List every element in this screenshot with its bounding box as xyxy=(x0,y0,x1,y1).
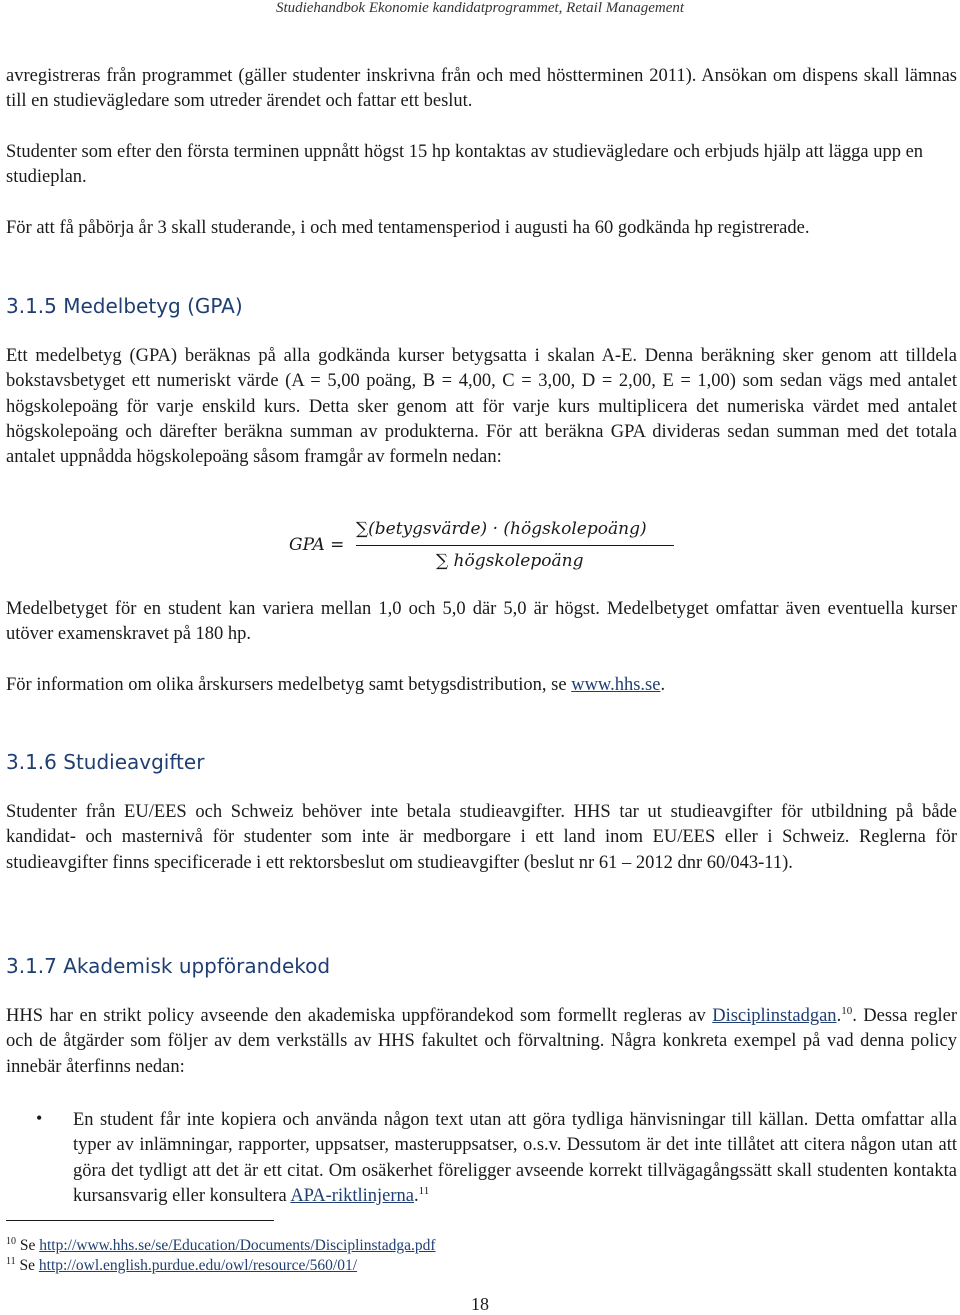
info-text: För information om olika årskursers medelbetyg samt betygsdistribution, se xyxy=(6,675,572,695)
paragraph-studieplan: Studenter som efter den första terminen uppnått högst 15 hp kontaktas av studievägledare och erbjuds hjälp att lägga upp en studieplan. xyxy=(6,142,924,188)
paragraph-year-3: För att få påbörja år 3 skall studerande, i och med tentamensperiod i augusti ha 60 godkända hp registrerade. xyxy=(6,218,810,238)
conduct-link-period: . xyxy=(836,1006,842,1026)
conduct-text: HHS har en strikt policy avseende den akademiska uppförandekod som formellt regleras av xyxy=(6,1006,713,1026)
paragraph-dispens: avregistreras från programmet (gäller studenter inskrivna från och med höstterminen 2011). Ansökan om dispens skall lämnas till en studievägledare som utreder ärendet och fattar ett beslut. xyxy=(6,66,957,112)
bullet-period: . xyxy=(413,1185,419,1206)
bullet-text: En student får inte kopiera och använda någon text utan att göra tydliga hänvisningar till källan. Detta omfattar alla typer av inlämningar, rapporter, uppsatser, masteruppsatser, o.s.v. Dessutom är det inte tillåtet att citera någon utan att göra det tydligt att det är ett citat. Om osäkerhet föreligger avseende korrekt tillvägagångssätt skall studenten kontakta kursansvarig eller konsultera xyxy=(73,1110,957,1206)
footnote-link-purdue-owl[interactable]: http://owl.english.purdue.edu/owl/resource/560/01/ xyxy=(38,1257,358,1274)
gpa-info-paragraph xyxy=(6,673,957,698)
conduct-paragraph xyxy=(6,1004,957,1080)
formula-fraction-bar xyxy=(356,545,674,546)
formula-lhs: GPA = xyxy=(289,535,345,555)
footnote-10 xyxy=(6,1236,436,1256)
disciplinstadgan-link[interactable]: Disciplinstadgan xyxy=(712,1006,837,1026)
footnote-ref-11[interactable]: 11 xyxy=(418,1184,430,1197)
running-header: Studiehandbok Ekonomie kandidatprogrammet, Retail Management xyxy=(275,0,685,16)
gpa-range-paragraph: Medelbetyget för en student kan variera mellan 1,0 och 5,0 där 5,0 är högst. Medelbetyget omfattar även eventuella kurser utöver examenskravet på 180 hp. xyxy=(6,599,957,645)
footnote-number: 10 xyxy=(6,1235,16,1247)
info-suffix: . xyxy=(660,675,666,695)
footnote-number: 11 xyxy=(6,1255,16,1267)
bullet-list-item xyxy=(73,1108,957,1209)
formula-numerator: ∑(betygsvärde) · (högskolepoäng) xyxy=(356,519,647,539)
footnote-separator xyxy=(6,1220,274,1221)
footnote-prefix: Se xyxy=(15,1257,39,1274)
hhs-link[interactable]: www.hhs.se xyxy=(571,675,661,695)
footnote-link-disciplinstadga[interactable]: http://www.hhs.se/se/Education/Documents/Disciplinstadga.pdf xyxy=(39,1237,436,1254)
fees-heading: 3.1.6 Studieavgifter xyxy=(6,750,205,774)
gpa-heading: 3.1.5 Medelbetyg (GPA) xyxy=(6,294,243,318)
apa-link[interactable]: APA-riktlinjerna xyxy=(290,1185,414,1206)
gpa-formula xyxy=(0,515,960,581)
conduct-text-end: . Dessa regler och de åtgärder som följer av dem verkställs av HHS fakultet och förvaltning. Några konkreta exempel på vad denna policy innebär återfinns nedan: xyxy=(6,1006,957,1077)
footnote-11 xyxy=(6,1256,357,1276)
conduct-heading: 3.1.7 Akademisk uppförandekod xyxy=(6,954,331,978)
page-number: 18 xyxy=(471,1294,489,1314)
bullet-marker: • xyxy=(36,1108,43,1128)
footnote-prefix: Se xyxy=(16,1237,40,1254)
footnote-ref-10[interactable]: 10 xyxy=(841,1004,853,1017)
fees-paragraph: Studenter från EU/EES och Schweiz behöver inte betala studieavgifter. HHS tar ut studieavgifter för utbildning på både kandidat- och masternivå för studenter som inte är medborgare i ett land inom EU/EES eller i Schweiz. Reglerna för studieavgifter finns specificerade i ett rektorsbeslut om studieavgifter (beslut nr 61 – 2012 dnr 60/043-11). xyxy=(6,802,957,873)
gpa-intro-paragraph: Ett medelbetyg (GPA) beräknas på alla godkända kurser betygsatta i skalan A-E. Denna beräkning sker genom att tilldela bokstavsbetyget ett numeriskt värde (A = 5,00 poäng, B = 4,00, C = 3,00, D = 2,00, E = 1,00) som sedan vägs med antalet högskolepoäng för varje enskild kurs. Detta sker genom att för varje kurs multiplicera det numeriska värdet med antalet högskolepoäng och därefter beräkna summan av produkterna. För att beräkna GPA divideras sedan summan med det totala antalet uppnådda högskolepoäng såsom framgår av formeln nedan: xyxy=(6,346,957,468)
formula-denominator: ∑ högskolepoäng xyxy=(436,551,584,571)
